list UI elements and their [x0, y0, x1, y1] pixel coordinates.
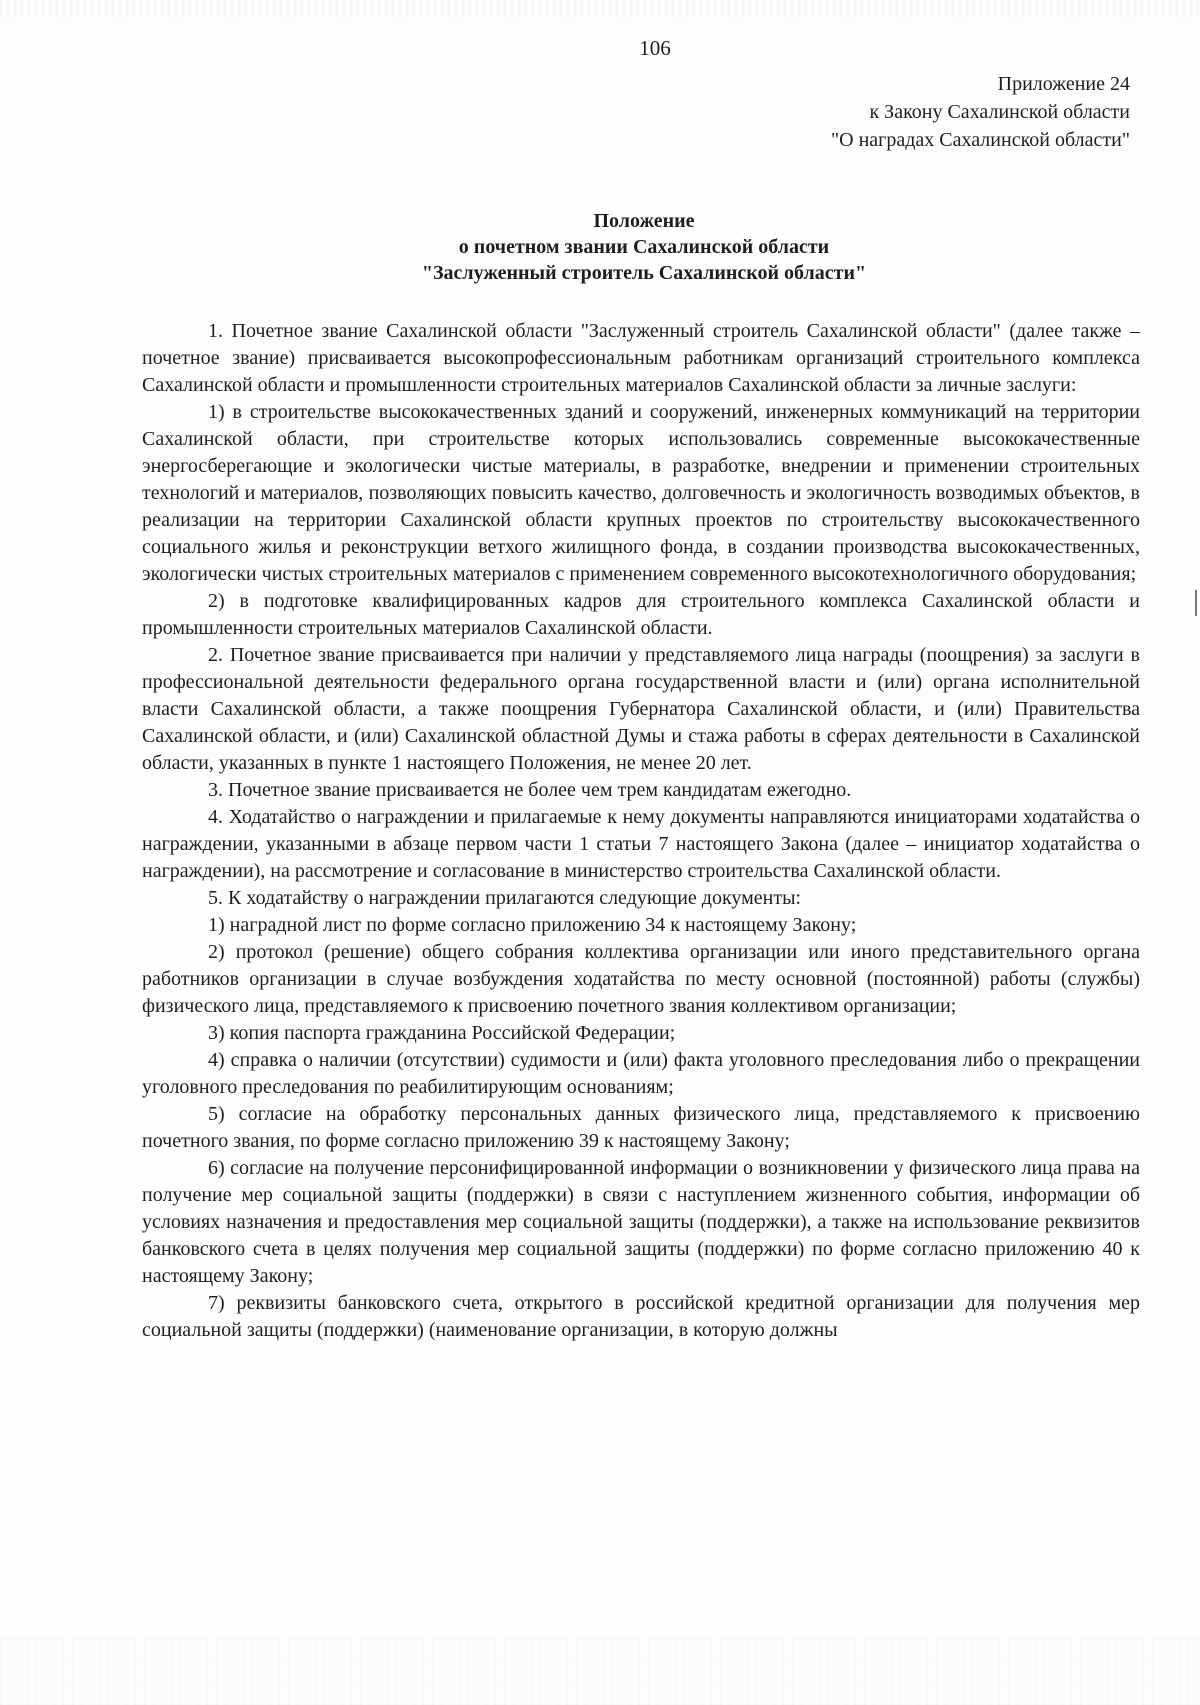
paragraph: 7) реквизиты банковского счета, открытого в российской кредитной организации для получения мер социальной защиты (поддержки) (наименование организации, в которую должны: [142, 1292, 1140, 1341]
appendix-header: [831, 70, 1130, 154]
document-body: [142, 318, 1140, 1344]
appendix-line: "О наградах Сахалинской области": [830, 129, 1130, 151]
paragraph: 1) в строительстве высококачественных зданий и сооружений, инженерных коммуникаций на территории Сахалинской области, при строительстве которых использовались современные высококачественные энергосберегающие и экологически чистые материалы, в разработке, внедрении и применении строительных технологий и материалов, позволяющих повысить качество, долговечность и экологичность возводимых объектов, в реализации на территории Сахалинской области крупных проектов по строительству высококачественного социального жилья и реконструкции ветхого жилищного фонда, в создании производства высококачественных, экологически чистых строительных материалов с применением современного высокотехнологичного оборудования;: [142, 401, 1140, 585]
paragraph: 3) копия паспорта гражданина Российской Федерации;: [208, 1022, 676, 1044]
paragraph: 5. К ходатайству о награждении прилагаются следующие документы:: [208, 887, 802, 909]
paragraph: 5) согласие на обработку персональных данных физического лица, представляемого к присвоению почетного звания, по форме согласно приложению 39 к настоящему Закону;: [142, 1103, 1140, 1152]
paragraph: 2) в подготовке квалифицированных кадров для строительного комплекса Сахалинской области и промышленности строительных материалов Сахалинской области.: [142, 590, 1140, 639]
paragraph: 6) согласие на получение персонифицированной информации о возникновении у физического лица права на получение мер социальной защиты (поддержки) в связи с наступлением жизненного события, информации об условиях назначения и предоставления мер социальной защиты (поддержки), а также на использование реквизитов банковского счета в целях получения мер социальной защиты (поддержки) по форме согласно приложению 40 к настоящему Закону;: [142, 1157, 1140, 1287]
title-line: о почетном звании Сахалинской области: [458, 236, 830, 258]
title-line: Положение: [593, 210, 695, 232]
appendix-line: Приложение 24: [997, 73, 1130, 95]
title-line: "Заслуженный строитель Сахалинской области": [421, 262, 867, 284]
paragraph: 2. Почетное звание присваивается при наличии у представляемого лица награды (поощрения) за заслуги в профессиональной деятельности федерального органа государственной власти и (или) органа исполнительной власти Сахалинской области, а также поощрения Губернатора Сахалинской области, и (или) Правительства Сахалинской области, и (или) Сахалинской областной Думы и стажа работы в сферах деятельности в Сахалинской области, указанных в пункте 1 настоящего Положения, не менее 20 лет.: [142, 644, 1140, 774]
scan-edge-mark: [1195, 590, 1197, 616]
paragraph: 1) наградной лист по форме согласно приложению 34 к настоящему Закону;: [208, 914, 857, 936]
scan-noise-bottom: [0, 1635, 1200, 1705]
paragraph: 3. Почетное звание присваивается не более чем трем кандидатам ежегодно.: [208, 779, 852, 801]
appendix-line: к Закону Сахалинской области: [869, 101, 1130, 123]
paragraph: 4) справка о наличии (отсутствии) судимости и (или) факта уголовного преследования либо о прекращении уголовного преследования по реабилитирующим основаниям;: [142, 1049, 1140, 1098]
paragraph: 2) протокол (решение) общего собрания коллектива организации или иного представительного органа работников организации в случае возбуждения ходатайства по месту основной (постоянной) работы (службы) физического лица, представляемого к присвоению почетного звания коллективом организации;: [142, 941, 1140, 1017]
document-title: [0, 208, 1200, 286]
paragraph: 4. Ходатайство о награждении и прилагаемые к нему документы направляются инициаторами ходатайства о награждении, указанными в абзаце первом части 1 статьи 7 настоящего Закона (далее – инициатор ходатайства о награждении), на рассмотрение и согласование в министерство строительства Сахалинской области.: [142, 806, 1140, 882]
paragraph: 1. Почетное звание Сахалинской области "Заслуженный строитель Сахалинской области" (далее также – почетное звание) присваивается высокопрофессиональным работникам организаций строительного комплекса Сахалинской области и промышленности строительных материалов Сахалинской области за личные заслуги:: [142, 320, 1140, 396]
page-number: 106: [639, 36, 671, 60]
scan-noise-top: [0, 0, 1200, 18]
